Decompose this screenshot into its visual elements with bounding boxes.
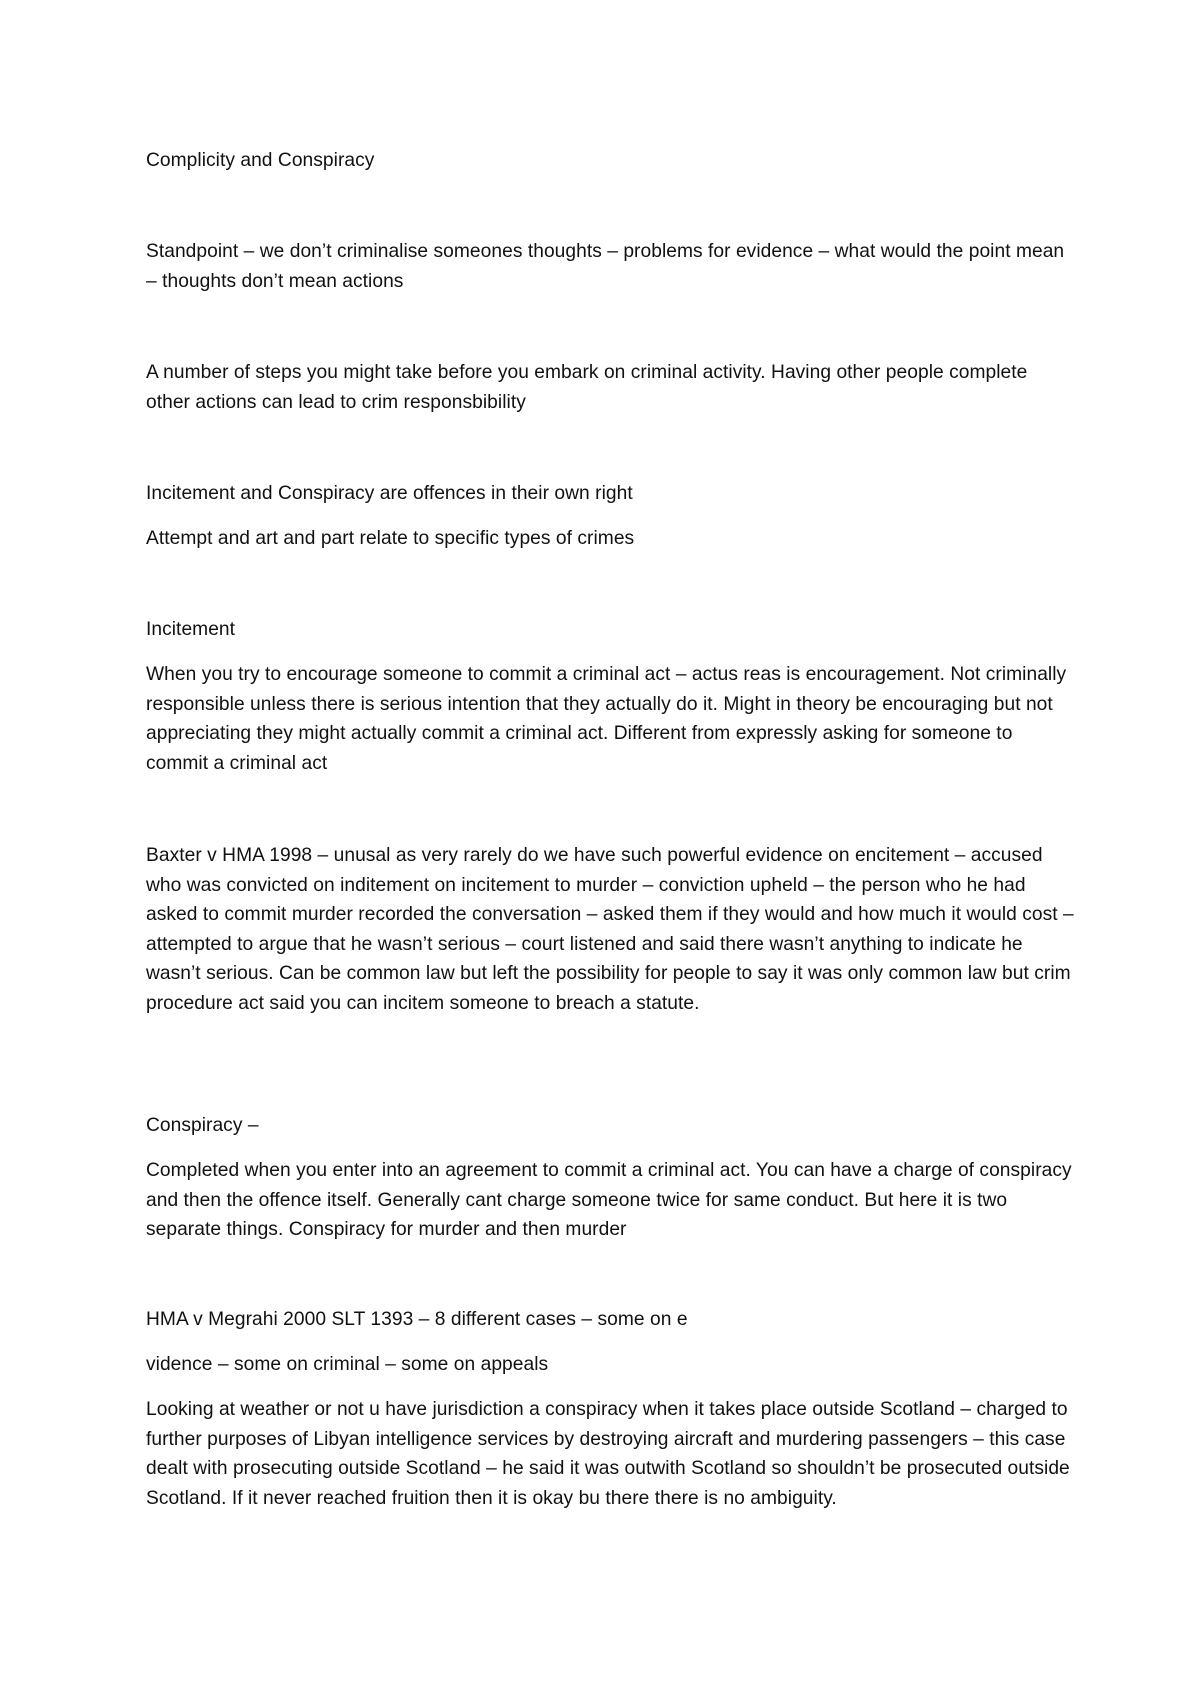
paragraph-offences: Incitement and Conspiracy are offences in their own right (146, 483, 633, 504)
paragraph-megrahi-case: HMA v Megrahi 2000 SLT 1393 – 8 different cases – some on e (146, 1309, 688, 1330)
heading-incitement: Incitement (146, 619, 236, 640)
paragraph-conspiracy-definition: Completed when you enter into an agreement to commit a criminal act. You can have a charge of conspiracy and then the offence itself. Generally cant charge someone twice for same conduct. But here it is two separate things. Conspiracy for murder and then murder (146, 1160, 1072, 1240)
heading-conspiracy: Conspiracy – (146, 1115, 259, 1136)
paragraph-attempt: Attempt and art and part relate to specific types of crimes (146, 528, 635, 549)
paragraph-steps: A number of steps you might take before you embark on criminal activity. Having other people complete other actions can lead to crim responsbibility (146, 362, 1028, 413)
document-title: Complicity and Conspiracy (146, 150, 375, 171)
paragraph-jurisdiction: Looking at weather or not u have jurisdiction a conspiracy when it takes place outside Scotland – charged to further purposes of Libyan intelligence services by destroying aircraft and murdering passengers – this case dealt with prosecuting outside Scotland – he said it was outwith Scotland so shouldn’t be prosecuted outside Scotland. If it never reached fruition then it is okay bu there there is no ambiguity. (146, 1399, 1070, 1509)
paragraph-standpoint: Standpoint – we don’t criminalise someones thoughts – problems for evidence – what would the point mean – thoughts don’t mean actions (146, 241, 1065, 292)
paragraph-megrahi-continued: vidence – some on criminal – some on appeals (146, 1354, 549, 1375)
paragraph-baxter-case: Baxter v HMA 1998 – unusal as very rarely do we have such powerful evidence on encitement – accused who was convicted on inditement on incitement to murder – conviction upheld – the person who he had asked to commit murder recorded the conversation – asked them if they would and how much it would cost – attempted to argue that he wasn’t serious – court listened and said there wasn’t anything to indicate he wasn’t serious. Can be common law but left the possibility for people to say it was only common law but crim procedure act said you can incitem someone to breach a statute. (146, 845, 1074, 1014)
paragraph-incitement-definition: When you try to encourage someone to commit a criminal act – actus reas is encouragement. Not criminally responsible unless there is serious intention that they actually do it. Might in theory be encouraging but not appreciating they might actually commit a criminal act. Different from expressly asking for someone to commit a criminal act (146, 664, 1067, 774)
